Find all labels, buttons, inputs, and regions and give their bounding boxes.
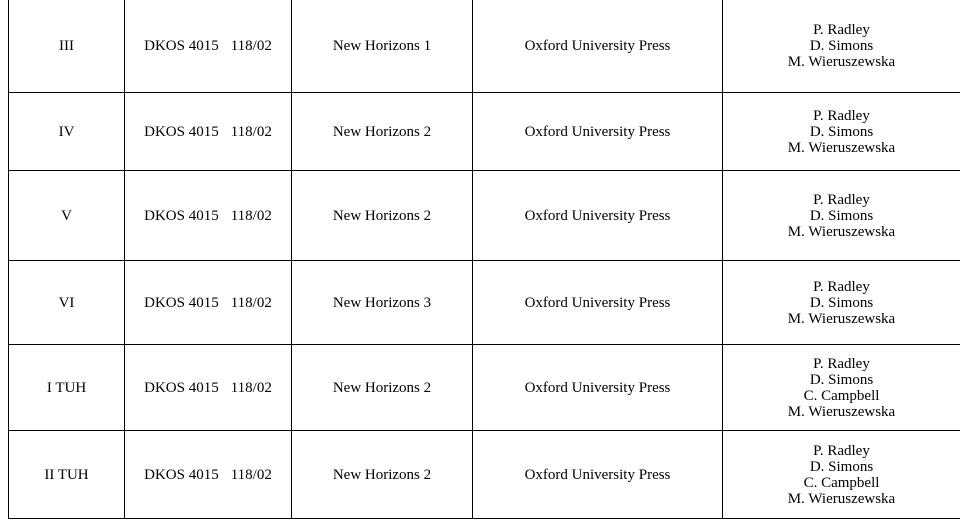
approval-prefix: DKOS 4015 <box>144 37 219 54</box>
title-cell: New Horizons 2 <box>292 171 473 261</box>
approval-number: 118/02 <box>230 207 272 224</box>
table-row <box>9 0 960 93</box>
author-name: P. Radley <box>813 107 870 124</box>
approval-number-cell <box>125 93 292 171</box>
textbook-table <box>8 0 960 519</box>
publisher-cell: Oxford University Press <box>473 171 723 261</box>
author-name: M. Wieruszewska <box>787 223 896 240</box>
publisher-cell: Oxford University Press <box>473 261 723 345</box>
approval-number-cell <box>125 261 292 345</box>
table-row <box>9 261 960 345</box>
table-row <box>9 345 960 431</box>
authors-cell <box>723 0 960 93</box>
title-cell: New Horizons 2 <box>292 345 473 431</box>
author-name: M. Wieruszewska <box>787 310 896 327</box>
author-name: M. Wieruszewska <box>787 53 896 70</box>
approval-number: 118/02 <box>230 466 272 483</box>
publisher-cell: Oxford University Press <box>473 431 723 519</box>
author-name: D. Simons <box>809 371 874 388</box>
publisher-cell: Oxford University Press <box>473 0 723 93</box>
class-cell: VI <box>9 261 125 345</box>
title-cell: New Horizons 3 <box>292 261 473 345</box>
author-name: M. Wieruszewska <box>787 139 896 156</box>
table-row <box>9 93 960 171</box>
title-cell: New Horizons 2 <box>292 93 473 171</box>
approval-number-cell <box>125 431 292 519</box>
publisher-cell: Oxford University Press <box>473 345 723 431</box>
author-name: P. Radley <box>813 355 870 372</box>
class-cell: I TUH <box>9 345 125 431</box>
class-cell: V <box>9 171 125 261</box>
table-row <box>9 431 960 519</box>
approval-prefix: DKOS 4015 <box>144 294 219 311</box>
author-name: P. Radley <box>813 442 870 459</box>
author-name: D. Simons <box>809 458 874 475</box>
author-name: M. Wieruszewska <box>787 403 896 420</box>
approval-prefix: DKOS 4015 <box>144 379 219 396</box>
approval-prefix: DKOS 4015 <box>144 207 219 224</box>
authors-cell <box>723 345 960 431</box>
approval-prefix: DKOS 4015 <box>144 466 219 483</box>
authors-cell <box>723 171 960 261</box>
authors-cell <box>723 431 960 519</box>
author-name: M. Wieruszewska <box>787 490 896 507</box>
approval-number-cell <box>125 345 292 431</box>
author-name: D. Simons <box>809 294 874 311</box>
author-name: P. Radley <box>813 191 870 208</box>
class-cell: IV <box>9 93 125 171</box>
approval-prefix: DKOS 4015 <box>144 123 219 140</box>
authors-cell <box>723 261 960 345</box>
author-name: C. Campbell <box>803 387 880 404</box>
approval-number: 118/02 <box>230 379 272 396</box>
approval-number: 118/02 <box>230 294 272 311</box>
class-cell: III <box>9 0 125 93</box>
title-cell: New Horizons 1 <box>292 0 473 93</box>
approval-number-cell <box>125 171 292 261</box>
approval-number: 118/02 <box>230 37 272 54</box>
authors-cell <box>723 93 960 171</box>
title-cell: New Horizons 2 <box>292 431 473 519</box>
author-name: D. Simons <box>809 207 874 224</box>
author-name: P. Radley <box>813 21 870 38</box>
approval-number-cell <box>125 0 292 93</box>
approval-number: 118/02 <box>230 123 272 140</box>
author-name: P. Radley <box>813 278 870 295</box>
author-name: D. Simons <box>809 37 874 54</box>
class-cell: II TUH <box>9 431 125 519</box>
author-name: D. Simons <box>809 123 874 140</box>
table-row <box>9 171 960 261</box>
author-name: C. Campbell <box>803 474 880 491</box>
publisher-cell: Oxford University Press <box>473 93 723 171</box>
